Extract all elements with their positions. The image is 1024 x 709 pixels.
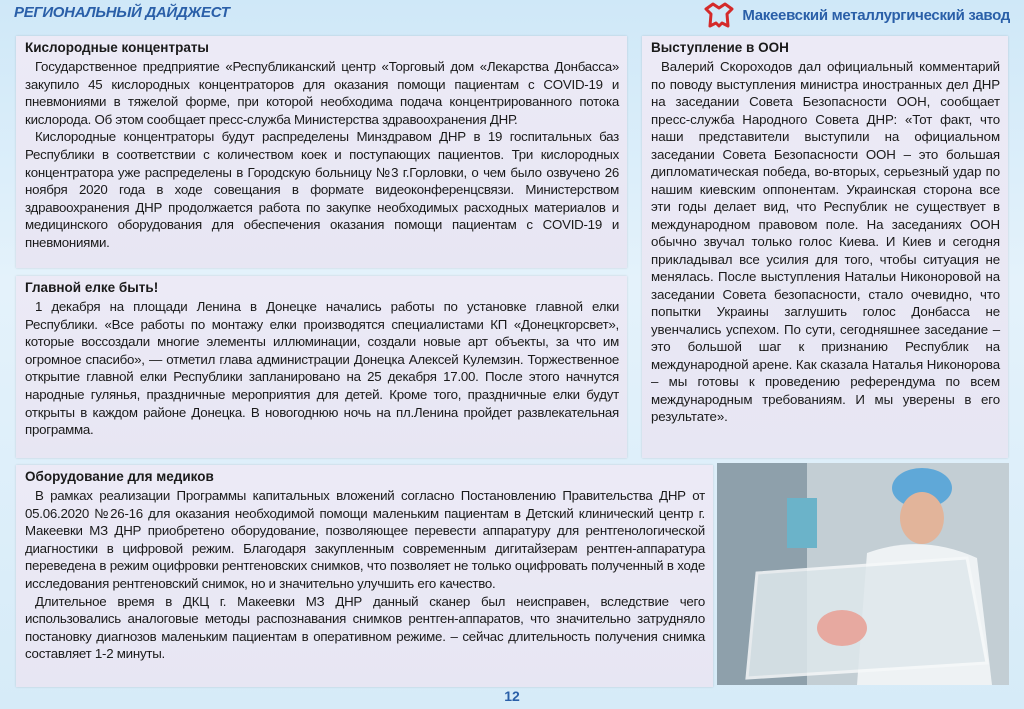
article-title: Оборудование для медиков: [25, 469, 214, 484]
article-paragraph: В рамках реализации Программы капитальных вложений согласно Постановлению Правительства ДНР от 05.06.2020 №26-16 для оказания необходимой помощи маленьким пациентам в Детский клинический центр г. Макеевки МЗ ДНР приобретено оборудование, позволяющее перевести аппаратуру для рентгенологической диагностики в цифровой режим. Благодаря закупленным современным дигитайзерам рентген-аппаратура переведена в режим оцифровки рентгеновских снимков, что позволяет не только оцифровать полученный в ходе исследования рентгеновский снимок, но и значительно улучшить его качество.: [25, 488, 705, 591]
article-title: Кислородные концентраты: [25, 40, 209, 55]
article-paragraph: Валерий Скороходов дал официальный комментарий по поводу выступления министра иностранных дел ДНР на заседании Совета Безопасности ООН, сообщает пресс-служба Народного Совета ДНР: «Тот факт, что наши представители выступили на официальном заседании Совета Безопасности ООН – это большая дипломатическая победа, во-вторых, серьезный удар по нашим киевским оппонентам. Украинская сторона все эти годы делает вид, что Республик не существует в международном правовом поле. На заседаниях ООН обычно звучал только голос Киева. И Киев и сегодня прикладывал все усилия для того, чтобы ситуация не менялась. После выступления Натальи Никоноровой на заседании Совета безопасности, стало очевидно, что попытки Украины заглушить голос Донбасса не увенчались успехом. По сути, сегодняшнее заседание – это большой шаг к признанию Республик на международной арене. Как сказала Наталья Никонорова – мы готовы к проведению референдума по всем международным требованиям. И мы уверены в его результате».: [651, 59, 1000, 424]
brand-name: Макеевский металлургический завод: [742, 6, 1010, 24]
brand: [704, 2, 1010, 28]
article-medical-equipment: [16, 465, 713, 687]
article-paragraph: Государственное предприятие «Республиканский центр «Торговый дом «Лекарства Донбасса» закупило 45 кислородных концентраторов для оказания помощи пациентам с COVID-19 и пневмониями в тяжелой форме, при которой необходима подача концентрированного потока кислорода. Об этом сообщает пресс-служба Министерства здравоохранения ДНР.: [25, 59, 619, 127]
article-paragraph: 1 декабря на площади Ленина в Донецке начались работы по установке главной елки Республики. «Все работы по монтажу елки производятся специалистами КП «Донецкгорсвет», которые воссоздали многие элементы иллюминации, создали новые арт объекты, за что им огромное спасибо», — отметил глава администрации Донецка Алексей Кулемзин. Торжественное открытие главной елки Республики запланировано на 25 декабря 17.00. После этого начнутся народные гулянья, праздничные мероприятия для детей. Кроме того, праздничные елки будут открыты в каждом районе Донецка. В новогоднюю ночь на пл.Ленина пройдет развлекательная программа.: [25, 299, 619, 438]
article-paragraph: Длительное время в ДКЦ г. Макеевки МЗ ДНР данный сканер был неисправен, вследствие чего использовались аналоговые методы распознавания снимков рентген-аппаратов, что значительно затрудняло постановку диагнозов маленьким пациентам в оперативном режиме. – сейчас длительность получения снимка составляет 1-2 минуты.: [25, 593, 705, 662]
plant-logo-icon: [704, 2, 734, 28]
page-number: 12: [504, 688, 520, 704]
article-main-tree: [16, 276, 627, 458]
article-un-speech: [642, 36, 1008, 458]
article-oxygen-concentrators: [16, 36, 627, 268]
incubator-photo: [717, 463, 1009, 685]
article-title: Выступление в ООН: [651, 40, 789, 55]
article-paragraph: Кислородные концентраторы будут распределены Минздравом ДНР в 19 госпитальных баз Республики в соответствии с количеством коек и поступающих пациентов. Три кислородных концентратора уже распределены в Городскую больницу №3 г.Горловки, о чем было озвучено 26 ноября 2020 года в ходе совещания в формате видеоконференцсвязи. Министерством здравоохранения ДНР продолжается работа по закупке необходимых расходных материалов и медицинского оборудования для обеспечения оказания помощи пациентам с COVID-19 и пневмониями.: [25, 129, 619, 250]
digest-title: РЕГИОНАЛЬНЫЙ ДАЙДЖЕСТ: [14, 4, 230, 21]
article-title: Главной елке быть!: [25, 280, 159, 295]
